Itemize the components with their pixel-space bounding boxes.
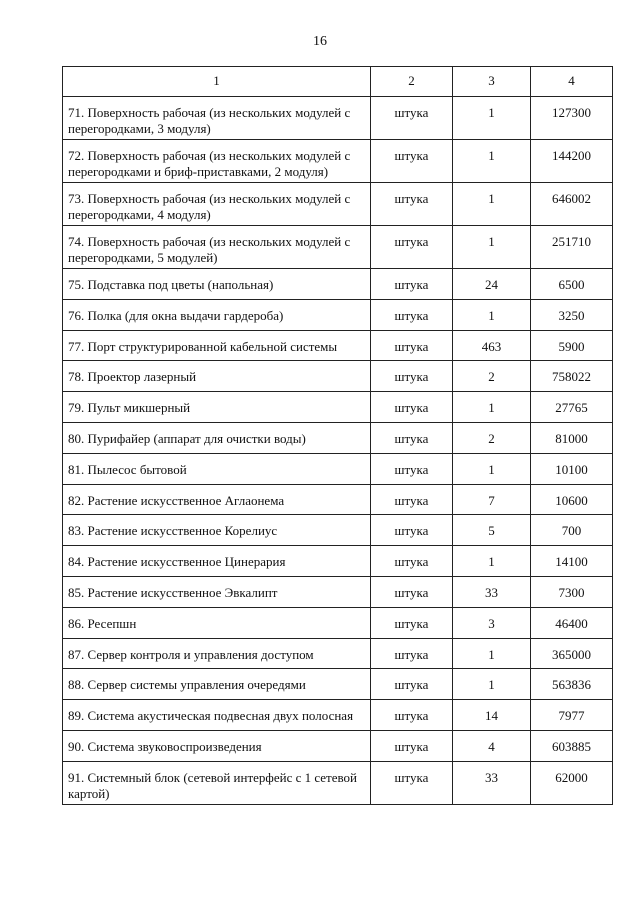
- table-row: [63, 269, 613, 300]
- item-name-cell: 91. Системный блок (сетевой интерфейс с 1 сетевой картой): [63, 761, 371, 804]
- table-header-row: [63, 67, 613, 97]
- quantity-cell: 1: [453, 392, 531, 423]
- price-cell: 144200: [531, 140, 613, 183]
- table-row: [63, 453, 613, 484]
- unit-cell: штука: [371, 269, 453, 300]
- unit-cell: штука: [371, 546, 453, 577]
- column-header: 4: [531, 67, 613, 97]
- price-cell: 603885: [531, 730, 613, 761]
- item-name-cell: 88. Сервер системы управления очередями: [63, 669, 371, 700]
- table-row: [63, 226, 613, 269]
- quantity-cell: 1: [453, 226, 531, 269]
- unit-cell: штука: [371, 515, 453, 546]
- price-cell: 10100: [531, 453, 613, 484]
- price-cell: 365000: [531, 638, 613, 669]
- table-row: [63, 299, 613, 330]
- column-header: 2: [371, 67, 453, 97]
- unit-cell: штука: [371, 361, 453, 392]
- table-row: [63, 546, 613, 577]
- quantity-cell: 1: [453, 546, 531, 577]
- table-row: [63, 97, 613, 140]
- unit-cell: штука: [371, 330, 453, 361]
- unit-cell: штука: [371, 183, 453, 226]
- price-cell: 27765: [531, 392, 613, 423]
- unit-cell: штука: [371, 730, 453, 761]
- quantity-cell: 1: [453, 453, 531, 484]
- table-row: [63, 730, 613, 761]
- item-name-cell: 83. Растение искусственное Корелиус: [63, 515, 371, 546]
- unit-cell: штука: [371, 700, 453, 731]
- item-name-cell: 87. Сервер контроля и управления доступом: [63, 638, 371, 669]
- table-row: [63, 638, 613, 669]
- column-header: 3: [453, 67, 531, 97]
- table-row: [63, 761, 613, 804]
- item-name-cell: 82. Растение искусственное Аглаонема: [63, 484, 371, 515]
- price-cell: 14100: [531, 546, 613, 577]
- quantity-cell: 14: [453, 700, 531, 731]
- items-table: [62, 66, 613, 805]
- price-cell: 127300: [531, 97, 613, 140]
- price-cell: 251710: [531, 226, 613, 269]
- quantity-cell: 33: [453, 576, 531, 607]
- table-row: [63, 140, 613, 183]
- unit-cell: штука: [371, 299, 453, 330]
- quantity-cell: 5: [453, 515, 531, 546]
- quantity-cell: 3: [453, 607, 531, 638]
- item-name-cell: 81. Пылесос бытовой: [63, 453, 371, 484]
- price-cell: 700: [531, 515, 613, 546]
- item-name-cell: 89. Система акустическая подвесная двух полосная: [63, 700, 371, 731]
- price-cell: 7977: [531, 700, 613, 731]
- price-cell: 5900: [531, 330, 613, 361]
- table-row: [63, 361, 613, 392]
- table-row: [63, 330, 613, 361]
- unit-cell: штука: [371, 453, 453, 484]
- unit-cell: штука: [371, 669, 453, 700]
- price-cell: 62000: [531, 761, 613, 804]
- price-cell: 3250: [531, 299, 613, 330]
- quantity-cell: 1: [453, 183, 531, 226]
- quantity-cell: 1: [453, 97, 531, 140]
- price-cell: 10600: [531, 484, 613, 515]
- item-name-cell: 86. Ресепшн: [63, 607, 371, 638]
- item-name-cell: 78. Проектор лазерный: [63, 361, 371, 392]
- price-cell: 81000: [531, 422, 613, 453]
- unit-cell: штука: [371, 97, 453, 140]
- column-header: 1: [63, 67, 371, 97]
- price-cell: 7300: [531, 576, 613, 607]
- unit-cell: штука: [371, 484, 453, 515]
- quantity-cell: 4: [453, 730, 531, 761]
- item-name-cell: 79. Пульт микшерный: [63, 392, 371, 423]
- table-row: [63, 576, 613, 607]
- quantity-cell: 463: [453, 330, 531, 361]
- unit-cell: штука: [371, 761, 453, 804]
- quantity-cell: 1: [453, 638, 531, 669]
- price-cell: 6500: [531, 269, 613, 300]
- table-row: [63, 422, 613, 453]
- quantity-cell: 2: [453, 422, 531, 453]
- quantity-cell: 24: [453, 269, 531, 300]
- table-row: [63, 607, 613, 638]
- item-name-cell: 75. Подставка под цветы (напольная): [63, 269, 371, 300]
- item-name-cell: 77. Порт структурированной кабельной системы: [63, 330, 371, 361]
- item-name-cell: 73. Поверхность рабочая (из нескольких модулей с перегородками, 4 модуля): [63, 183, 371, 226]
- unit-cell: штука: [371, 140, 453, 183]
- item-name-cell: 90. Система звуковоспроизведения: [63, 730, 371, 761]
- price-cell: 646002: [531, 183, 613, 226]
- unit-cell: штука: [371, 607, 453, 638]
- table-row: [63, 392, 613, 423]
- unit-cell: штука: [371, 638, 453, 669]
- item-name-cell: 74. Поверхность рабочая (из нескольких модулей с перегородками, 5 модулей): [63, 226, 371, 269]
- price-cell: 46400: [531, 607, 613, 638]
- table-row: [63, 700, 613, 731]
- item-name-cell: 85. Растение искусственное Эвкалипт: [63, 576, 371, 607]
- price-cell: 563836: [531, 669, 613, 700]
- unit-cell: штука: [371, 226, 453, 269]
- page-number: 16: [313, 34, 327, 49]
- quantity-cell: 1: [453, 299, 531, 330]
- item-name-cell: 76. Полка (для окна выдачи гардероба): [63, 299, 371, 330]
- table-row: [63, 515, 613, 546]
- item-name-cell: 80. Пурифайер (аппарат для очистки воды): [63, 422, 371, 453]
- quantity-cell: 33: [453, 761, 531, 804]
- item-name-cell: 71. Поверхность рабочая (из нескольких модулей с перегородками, 3 модуля): [63, 97, 371, 140]
- table-row: [63, 183, 613, 226]
- item-name-cell: 84. Растение искусственное Цинерария: [63, 546, 371, 577]
- unit-cell: штука: [371, 392, 453, 423]
- quantity-cell: 1: [453, 140, 531, 183]
- quantity-cell: 2: [453, 361, 531, 392]
- table-row: [63, 669, 613, 700]
- item-name-cell: 72. Поверхность рабочая (из нескольких модулей с перегородками и бриф-приставками, 2 модуля): [63, 140, 371, 183]
- quantity-cell: 1: [453, 669, 531, 700]
- unit-cell: штука: [371, 576, 453, 607]
- quantity-cell: 7: [453, 484, 531, 515]
- table-row: [63, 484, 613, 515]
- unit-cell: штука: [371, 422, 453, 453]
- price-cell: 758022: [531, 361, 613, 392]
